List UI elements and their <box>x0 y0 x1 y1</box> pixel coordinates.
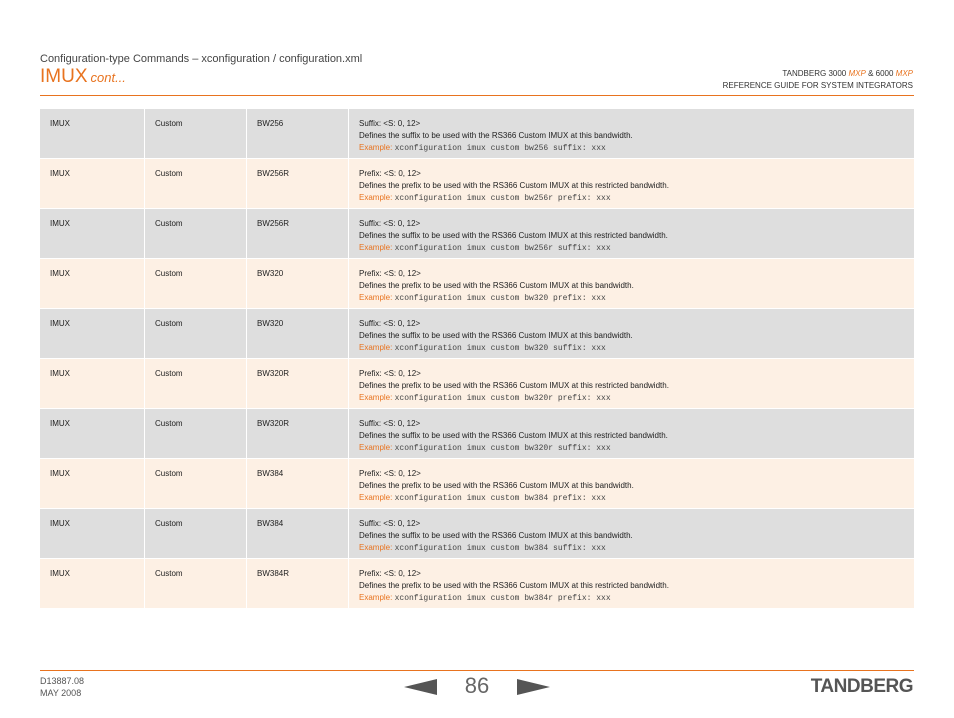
example-line <box>359 492 906 505</box>
cell-command: IMUX <box>40 409 145 458</box>
doc-date: MAY 2008 <box>40 688 82 698</box>
example-label: Example: <box>359 143 393 152</box>
cell-command: IMUX <box>40 509 145 558</box>
example-line <box>359 192 906 205</box>
param-format: Suffix: <S: 0, 12> <box>359 419 421 428</box>
guide-name: REFERENCE GUIDE FOR SYSTEM INTEGRATORS <box>722 81 913 90</box>
product-mxp-2: MXP <box>895 69 913 78</box>
title-continued: cont... <box>90 70 126 85</box>
param-format: Prefix: <S: 0, 12> <box>359 369 421 378</box>
table-row <box>40 309 914 359</box>
example-label: Example: <box>359 193 393 202</box>
example-label: Example: <box>359 493 393 502</box>
param-description: Defines the suffix to be used with the RS366 Custom IMUX at this bandwidth. <box>359 331 633 340</box>
example-code: xconfiguration imux custom bw320r prefix: xxx <box>394 394 611 403</box>
param-description: Defines the prefix to be used with the RS366 Custom IMUX at this restricted bandwidth. <box>359 381 669 390</box>
param-description: Defines the prefix to be used with the RS366 Custom IMUX at this bandwidth. <box>359 481 634 490</box>
cell-bandwidth: BW384 <box>247 509 349 558</box>
param-description: Defines the prefix to be used with the RS366 Custom IMUX at this restricted bandwidth. <box>359 581 669 590</box>
example-label: Example: <box>359 393 393 402</box>
param-description: Defines the suffix to be used with the RS366 Custom IMUX at this restricted bandwidth. <box>359 431 668 440</box>
cell-command: IMUX <box>40 159 145 208</box>
example-line <box>359 292 906 305</box>
cell-subcommand: Custom <box>145 459 247 508</box>
example-code: xconfiguration imux custom bw320r suffix: xxx <box>394 444 611 453</box>
table-row <box>40 509 914 559</box>
cell-description <box>349 309 914 358</box>
pager <box>404 673 550 701</box>
product-mid: & 6000 <box>868 69 894 78</box>
page-number: 86 <box>464 673 490 698</box>
cell-description <box>349 459 914 508</box>
example-code: xconfiguration imux custom bw256 suffix: xxx <box>394 144 606 153</box>
param-format: Prefix: <S: 0, 12> <box>359 169 421 178</box>
param-format: Prefix: <S: 0, 12> <box>359 269 421 278</box>
cell-command: IMUX <box>40 559 145 608</box>
arrow-right-icon[interactable] <box>517 679 550 695</box>
param-description: Defines the prefix to be used with the RS366 Custom IMUX at this bandwidth. <box>359 281 634 290</box>
param-description: Defines the suffix to be used with the RS366 Custom IMUX at this bandwidth. <box>359 131 633 140</box>
example-line <box>359 542 906 555</box>
example-label: Example: <box>359 443 393 452</box>
doc-info <box>40 675 84 699</box>
cell-subcommand: Custom <box>145 559 247 608</box>
cell-subcommand: Custom <box>145 209 247 258</box>
cell-subcommand: Custom <box>145 409 247 458</box>
cell-bandwidth: BW320 <box>247 309 349 358</box>
product-line <box>723 68 913 80</box>
command-table <box>40 109 914 609</box>
example-line <box>359 242 906 255</box>
param-description: Defines the suffix to be used with the RS366 Custom IMUX at this bandwidth. <box>359 531 633 540</box>
param-description: Defines the prefix to be used with the RS366 Custom IMUX at this restricted bandwidth. <box>359 181 669 190</box>
cell-command: IMUX <box>40 309 145 358</box>
cell-command: IMUX <box>40 459 145 508</box>
example-code: xconfiguration imux custom bw384 suffix: xxx <box>394 544 606 553</box>
cell-bandwidth: BW320R <box>247 359 349 408</box>
section-subtitle: Configuration-type Commands – xconfiguration / configuration.xml <box>40 53 363 65</box>
product-mxp-1: MXP <box>848 69 866 78</box>
cell-description <box>349 109 914 158</box>
cell-description <box>349 359 914 408</box>
cell-description <box>349 159 914 208</box>
example-label: Example: <box>359 243 393 252</box>
example-label: Example: <box>359 543 393 552</box>
cell-description <box>349 509 914 558</box>
example-code: xconfiguration imux custom bw256r prefix: xxx <box>394 194 611 203</box>
cell-bandwidth: BW384R <box>247 559 349 608</box>
cell-command: IMUX <box>40 259 145 308</box>
cell-bandwidth: BW384 <box>247 459 349 508</box>
example-label: Example: <box>359 293 393 302</box>
product-prefix: TANDBERG 3000 <box>782 69 847 78</box>
cell-subcommand: Custom <box>145 109 247 158</box>
cell-subcommand: Custom <box>145 259 247 308</box>
table-row <box>40 409 914 459</box>
cell-description <box>349 409 914 458</box>
cell-subcommand: Custom <box>145 359 247 408</box>
cell-subcommand: Custom <box>145 509 247 558</box>
table-row <box>40 359 914 409</box>
page-title <box>40 66 126 88</box>
example-code: xconfiguration imux custom bw384r prefix: xxx <box>394 594 611 603</box>
example-line <box>359 142 906 155</box>
example-code: xconfiguration imux custom bw320 suffix: xxx <box>394 344 606 353</box>
cell-command: IMUX <box>40 109 145 158</box>
product-info <box>723 68 913 92</box>
param-format: Suffix: <S: 0, 12> <box>359 119 421 128</box>
cell-description <box>349 209 914 258</box>
table-row <box>40 559 914 609</box>
param-format: Prefix: <S: 0, 12> <box>359 469 421 478</box>
title-text: IMUX <box>40 66 88 87</box>
param-format: Suffix: <S: 0, 12> <box>359 219 421 228</box>
example-line <box>359 442 906 455</box>
param-description: Defines the suffix to be used with the RS366 Custom IMUX at this restricted bandwidth. <box>359 231 668 240</box>
example-line <box>359 592 906 605</box>
cell-subcommand: Custom <box>145 159 247 208</box>
example-line <box>359 392 906 405</box>
example-label: Example: <box>359 593 393 602</box>
cell-bandwidth: BW256R <box>247 209 349 258</box>
cell-bandwidth: BW256 <box>247 109 349 158</box>
cell-bandwidth: BW320R <box>247 409 349 458</box>
cell-bandwidth: BW320 <box>247 259 349 308</box>
example-code: xconfiguration imux custom bw320 prefix: xxx <box>394 294 606 303</box>
cell-command: IMUX <box>40 209 145 258</box>
example-code: xconfiguration imux custom bw256r suffix: xxx <box>394 244 611 253</box>
example-code: xconfiguration imux custom bw384 prefix: xxx <box>394 494 606 503</box>
cell-bandwidth: BW256R <box>247 159 349 208</box>
footer-divider <box>40 670 914 671</box>
table-row <box>40 259 914 309</box>
cell-subcommand: Custom <box>145 309 247 358</box>
cell-description <box>349 259 914 308</box>
param-format: Prefix: <S: 0, 12> <box>359 569 421 578</box>
table-row <box>40 159 914 209</box>
tandberg-logo: TANDBERG <box>810 676 913 697</box>
table-row <box>40 109 914 159</box>
table-row <box>40 459 914 509</box>
doc-id: D13887.08 <box>40 676 85 686</box>
param-format: Suffix: <S: 0, 12> <box>359 319 421 328</box>
cell-command: IMUX <box>40 359 145 408</box>
table-row <box>40 209 914 259</box>
example-label: Example: <box>359 343 393 352</box>
cell-description <box>349 559 914 608</box>
example-line <box>359 342 906 355</box>
header-divider <box>40 95 914 96</box>
param-format: Suffix: <S: 0, 12> <box>359 519 421 528</box>
